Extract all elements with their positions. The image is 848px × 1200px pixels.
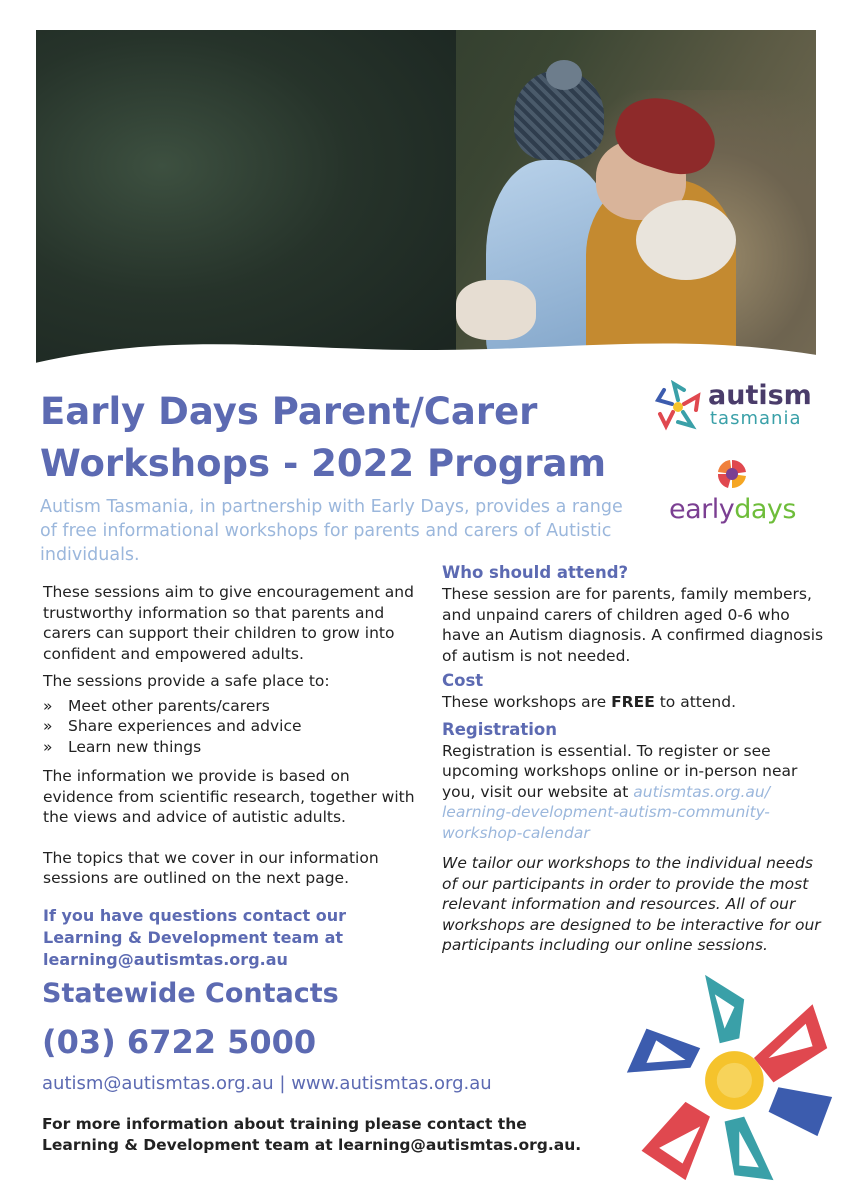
list-item: » Share experiences and advice bbox=[43, 717, 302, 735]
title-line-2: Workshops - 2022 Program bbox=[40, 442, 607, 485]
flower-logo-icon bbox=[652, 380, 704, 432]
logo-autism-word: autism bbox=[708, 380, 812, 411]
hero-photo bbox=[36, 30, 816, 370]
right-column bbox=[442, 562, 827, 956]
list-item: » Meet other parents/carers bbox=[43, 696, 270, 715]
safe-place-paragraph: The sessions provide a safe place to: bbox=[43, 672, 330, 690]
intro-text: Autism Tasmania, in partnership with Early Days, provides a range of free informational workshops for parents and carers of Autistic individuals. bbox=[40, 497, 623, 565]
registration-heading: Registration bbox=[442, 719, 557, 739]
tailor-note: We tailor our workshops to the individual needs of our participants in order to provide the most relevant information and resources. All of our workshops are designed to be interactive for our participants including our online sessions. bbox=[442, 854, 821, 954]
phone-number[interactable]: (03) 6722 5000 bbox=[42, 1023, 317, 1061]
logo-tasmania-word: tasmania bbox=[710, 408, 802, 429]
footer-note: For more information about training please contact the Learning & Development team at learning@autismtas.org.au. bbox=[42, 1115, 582, 1154]
page-title bbox=[40, 386, 640, 490]
list-item: » Learn new things bbox=[43, 737, 202, 756]
email-website-line[interactable]: autism@autismtas.org.au | www.autismtas.org.au bbox=[42, 1073, 492, 1094]
calendar-link[interactable]: autismtas.org.au/ learning-development-autism-community-workshop-calendar bbox=[442, 782, 770, 842]
title-line-1: Early Days Parent/Carer bbox=[40, 390, 538, 433]
early-days-wordmark: earlydays bbox=[669, 494, 796, 525]
bullet-list bbox=[43, 696, 423, 758]
cost-text: These workshops are FREE to attend. bbox=[442, 693, 736, 711]
large-flower-logo-icon bbox=[622, 970, 837, 1185]
registration-text: Registration is essential. To register or see upcoming workshops online or in-person near you, visit our website at autismtas.org.au/ learning-development-autism-community-workshop-calendar bbox=[442, 741, 798, 842]
topics-paragraph: The topics that we cover in our information sessions are outlined on the next page. bbox=[43, 848, 379, 887]
questions-contact: If you have questions contact our Learning & Development team at learning@autismtas.org.au bbox=[43, 905, 347, 969]
who-heading: Who should attend? bbox=[442, 563, 629, 582]
early-days-mark-icon bbox=[714, 456, 750, 492]
left-column bbox=[43, 582, 423, 971]
cost-heading: Cost bbox=[442, 671, 484, 690]
evidence-paragraph: The information we provide is based on evidence from scientific research, together with the views and advice of autistic adults. bbox=[43, 767, 415, 826]
statewide-contacts-heading: Statewide Contacts bbox=[42, 978, 339, 1009]
early-days-logo bbox=[640, 456, 825, 536]
who-text: These session are for parents, family members, and unpaind carers of children aged 0-6 who have an Autism diagnosis. A confirmed diagnosis of autism is not needed. bbox=[442, 585, 824, 665]
aims-paragraph: These sessions aim to give encouragement and trustworthy information so that parents and carers can support their children to grow into confident and empowered adults. bbox=[43, 583, 414, 663]
autism-tasmania-logo bbox=[650, 378, 820, 434]
